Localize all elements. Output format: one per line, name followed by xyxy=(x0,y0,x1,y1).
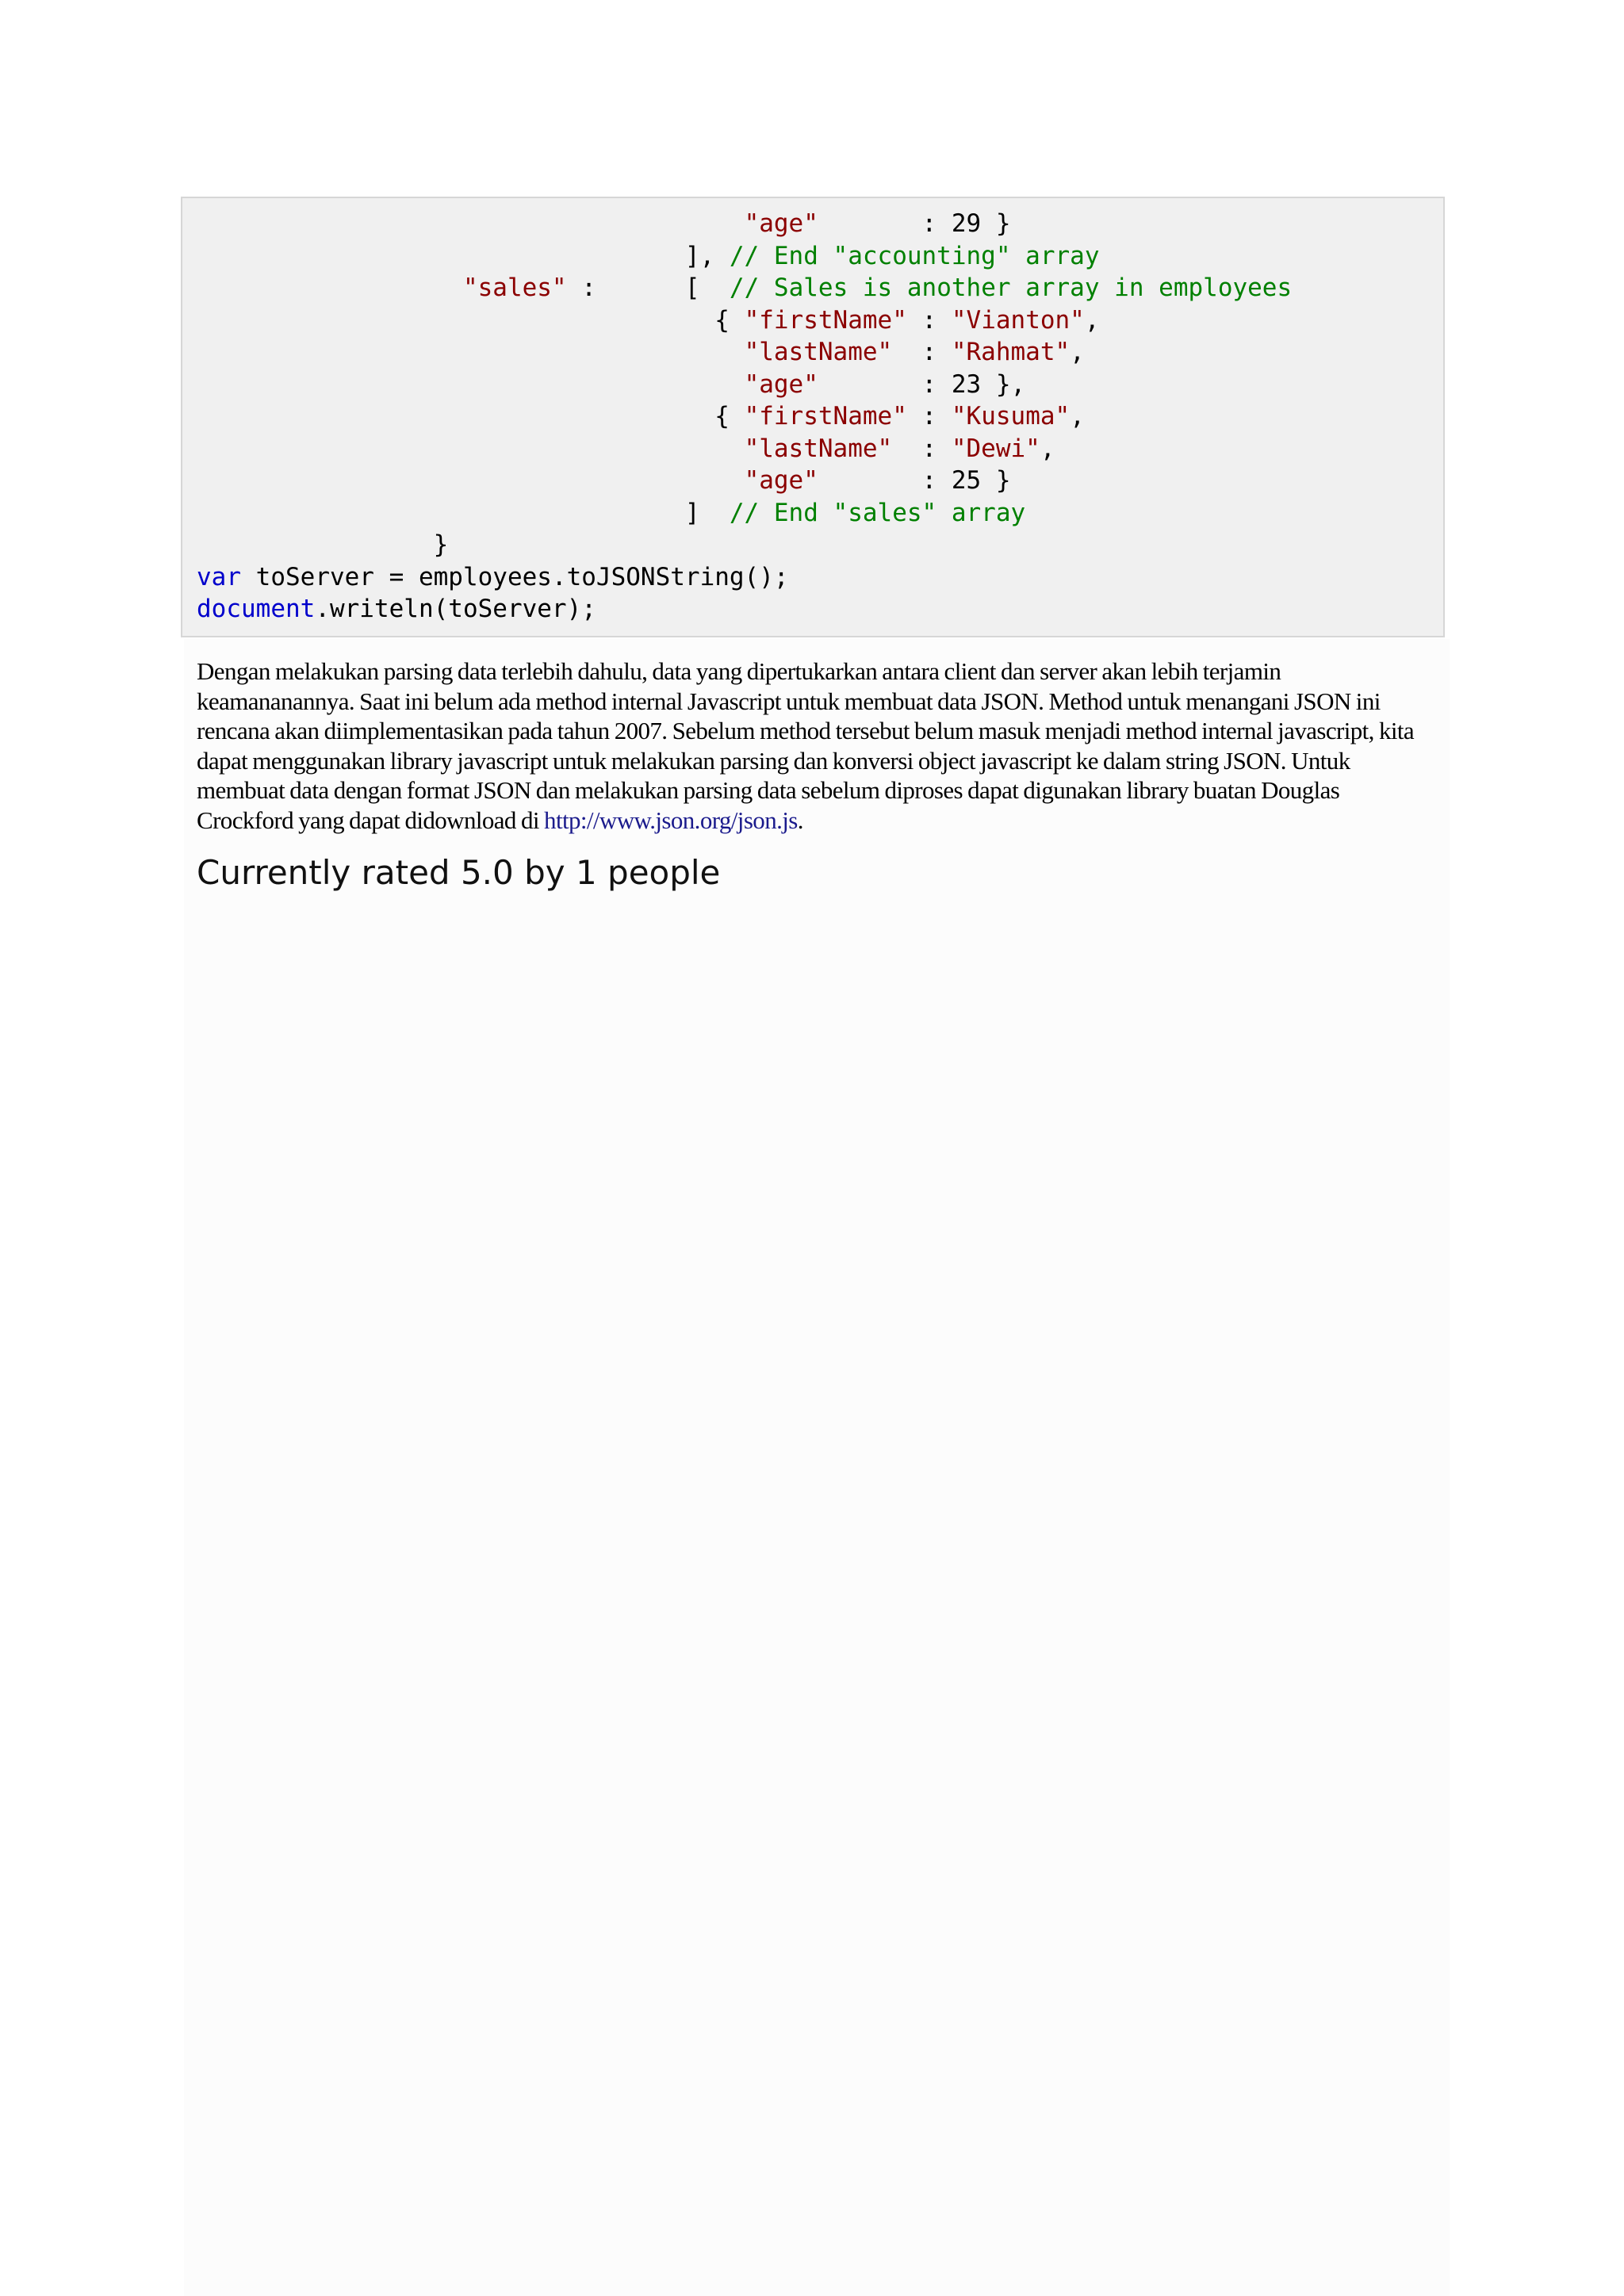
code-line: "age" : 29 } xyxy=(744,209,1011,238)
paragraph-text: Dengan melakukan parsing data terlebih dahulu, data yang dipertukarkan antara client dan server akan lebih terjamin keamananannya. Saat ini belum ada method internal Javascript untuk membuat data JSON. Method untuk menangani JSON ini rencana akan diimplementasikan pada tahun 2007. Sebelum method tersebut belum masuk menjadi method internal javascript, kita dapat menggunakan library javascript untuk melakukan parsing dan konversi object javascript ke dalam string JSON. Untuk membuat data dengan format JSON dan melakukan parsing data sebelum diproses dapat digunakan library buatan Douglas Crockford yang dapat didownload di xyxy=(197,657,1415,834)
code-line: "lastName" : "Dewi", xyxy=(744,434,1055,463)
code-line: ], // End "accounting" array xyxy=(197,241,1100,270)
code-line: var toServer = employees.toJSONString(); xyxy=(197,562,789,591)
code-line: "sales" : [ // Sales is another array in employees xyxy=(462,274,1293,302)
rating-text: Currently rated 5.0 by 1 people xyxy=(197,853,721,892)
json-library-link[interactable]: http://www.json.org/json.js xyxy=(544,806,798,834)
code-line: "lastName" : "Rahmat", xyxy=(744,338,1085,366)
code-line: document.writeln(toServer); xyxy=(197,595,596,623)
code-line: } xyxy=(197,530,449,559)
paragraph-end: . xyxy=(797,806,803,834)
code-line: { "firstName" : "Kusuma", xyxy=(197,402,1085,430)
code-line: { "firstName" : "Vianton", xyxy=(197,305,1100,335)
code-line: "age" : 25 } xyxy=(744,466,1011,495)
code-line: ] // End "sales" array xyxy=(197,498,1026,527)
code-listing xyxy=(197,208,1292,626)
code-block xyxy=(181,197,1445,637)
code-line: "age" : 23 }, xyxy=(744,369,1026,399)
body-paragraph xyxy=(197,656,1434,835)
